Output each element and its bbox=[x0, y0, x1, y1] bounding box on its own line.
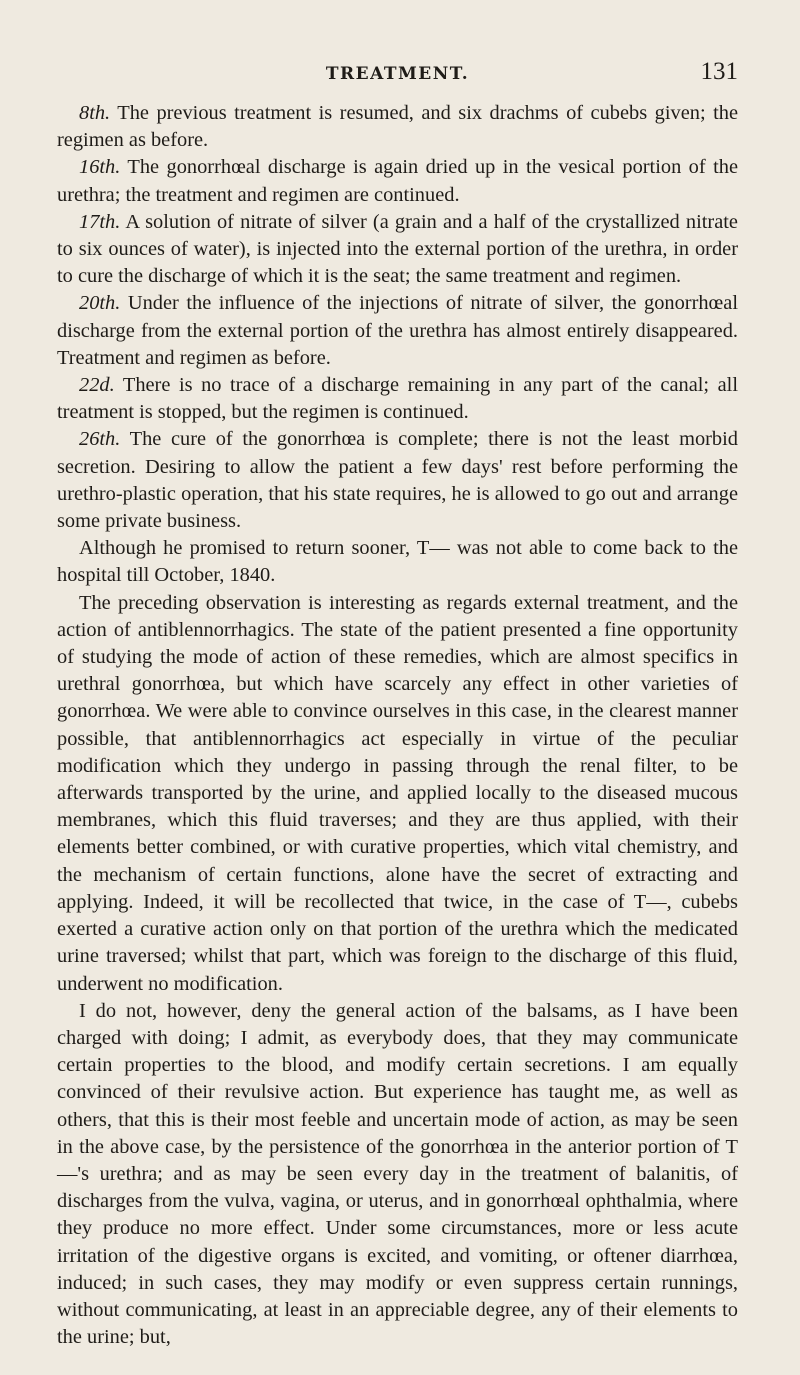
paragraph bbox=[57, 535, 738, 589]
paragraph bbox=[57, 998, 738, 1352]
paragraph bbox=[57, 290, 738, 372]
paragraph-text: A solution of nitrate of silver (a grain and a half of the crystallized nitrate to six ounces of water), is injected into the external portion of the urethra, in order to cure the discharge of which it is the seat; the same treatment and regimen. bbox=[57, 210, 738, 288]
paragraph bbox=[57, 154, 738, 208]
entry-date: 26th. bbox=[79, 428, 121, 451]
paragraph-text: I do not, however, deny the general action of the balsams, as I have been charged with doing; I admit, as everybody does, that they may communicate certain properties to the blood, and modify certain secretions. I am equally convinced of their revulsive action. But experience has taught me, as well as others, that this is their most feeble and uncertain mode of action, as may be seen in the above case, by the persistence of the gonorrhœa in the anterior portion of T—'s urethra; and as may be seen every day in the treatment of balanitis, of discharges from the vulva, vagina, or uterus, and in gonorrhœal ophthalmia, where they produce no more effect. Under some circumstances, more or less acute irritation of the digestive organs is excited, and vomiting, or oftener diarrhœa, induced; in such cases, they may modify or even suppress certain runnings, without communicating, at least in an appreciable degree, any of their elements to the urine; but, bbox=[57, 999, 738, 1349]
entry-date: 8th. bbox=[79, 102, 111, 124]
entry-date: 17th. bbox=[79, 210, 121, 233]
paragraph-text: The preceding observation is interesting as regards external treatment, and the action of antiblennorrhagics. The state of the patient presented a fine opportunity of studying the mode of action of these remedies, which are almost specifics in urethral gonorrhœa, but which have scarcely any effect in other varieties of gonorrhœa. We were able to convince ourselves in this case, in the clearest manner possible, that antiblennorrhagics act especially in virtue of the peculiar modification which they undergo in passing through the renal filter, to be afterwards transported by the urine, and applied locally to the diseased mucous membranes, which this fluid traverses; and they are thus applied, with their elements better combined, or with curative properties, which vital chemistry, and the mechanism of certain functions, alone have the secret of extracting and applying. Indeed, it will be recollected that twice, in the case of T—, cubebs exerted a curative action only on that portion of the urethra which the medicated urine traversed; whilst that part, which was foreign to the discharge of this fluid, underwent no modification. bbox=[57, 591, 738, 995]
entry-date: 20th. bbox=[79, 292, 121, 315]
paragraph-text: The gonorrhœal discharge is again dried up in the vesical portion of the urethra; the treatment and regimen are continued. bbox=[57, 156, 738, 206]
paragraph bbox=[57, 100, 738, 154]
paragraph-text: Under the influence of the injections of nitrate of silver, the gonorrhœal discharge from the external portion of the urethra has almost entirely disappeared. Treatment and regimen as before. bbox=[57, 292, 738, 369]
paragraph bbox=[57, 209, 738, 291]
paragraph bbox=[57, 426, 738, 535]
running-title: TREATMENT. bbox=[325, 64, 470, 84]
paragraph-text: The previous treatment is resumed, and six drachms of cubebs given; the regimen as before. bbox=[57, 102, 738, 152]
paragraph bbox=[57, 372, 738, 426]
body-text bbox=[57, 100, 738, 1351]
paragraph-text: There is no trace of a discharge remaining in any part of the canal; all treatment is stopped, but the regimen is continued. bbox=[57, 374, 738, 424]
paragraph-text: The cure of the gonorrhœa is complete; there is not the least morbid secretion. Desiring to allow the patient a few days' rest before performing the urethro-plastic operation, that his state requires, he is allowed to go out and arrange some private business. bbox=[57, 428, 738, 533]
page-number: 131 bbox=[700, 58, 738, 85]
paragraph bbox=[57, 590, 738, 998]
paragraph-text: Although he promised to return sooner, T— was not able to come back to the hospital till October, 1840. bbox=[57, 537, 738, 587]
entry-date: 16th. bbox=[79, 156, 121, 179]
page-header bbox=[57, 58, 738, 86]
entry-date: 22d. bbox=[79, 374, 115, 397]
